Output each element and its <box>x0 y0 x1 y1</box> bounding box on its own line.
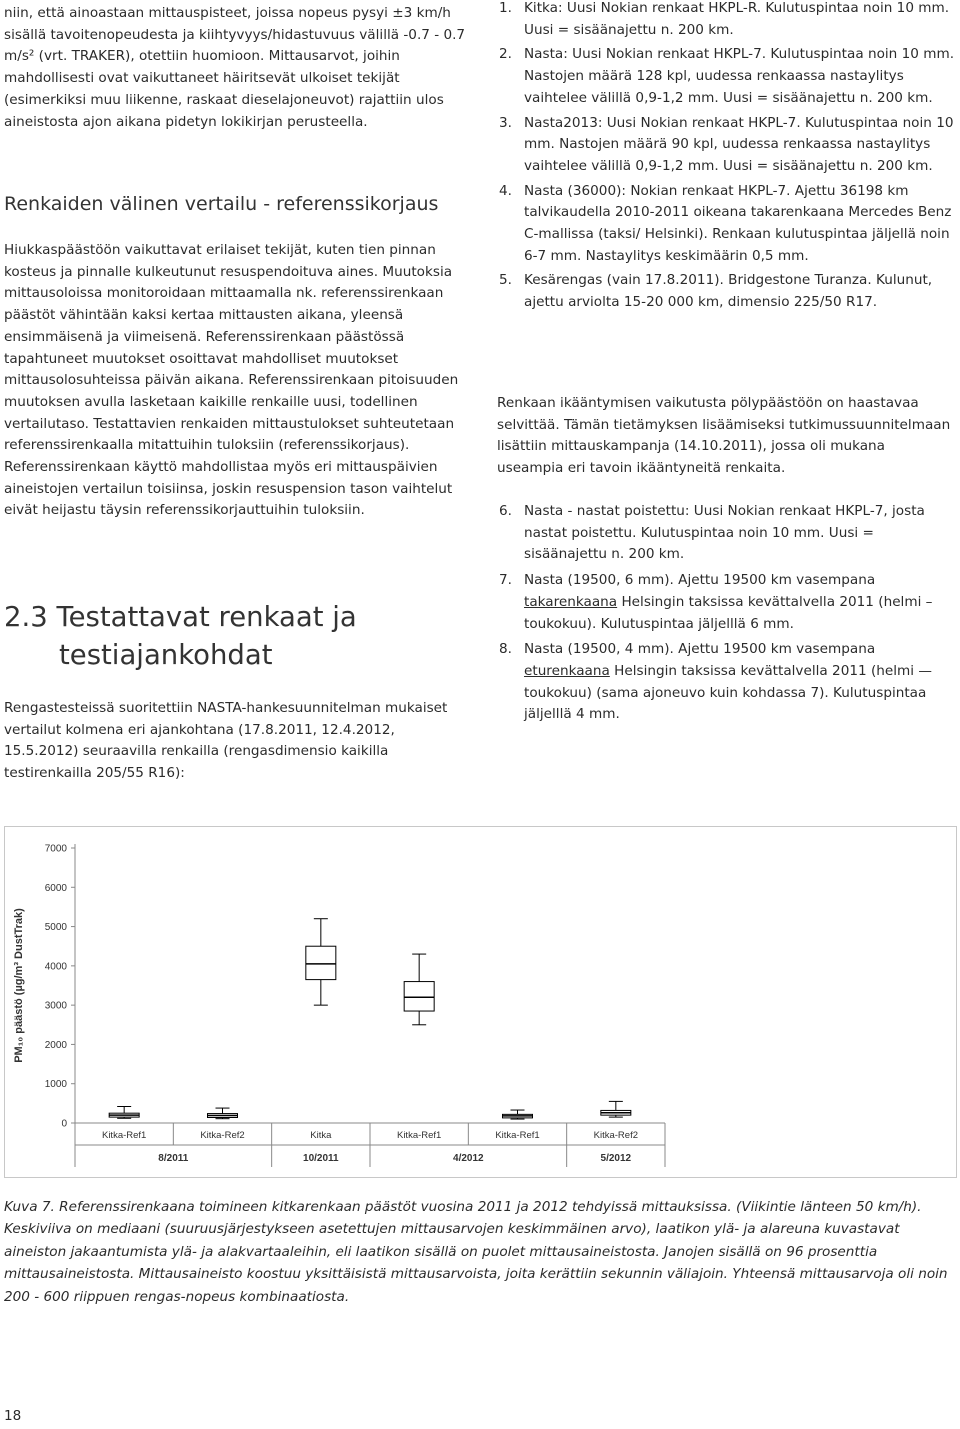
list-item-text: Kitka: Uusi Nokian renkaat HKPL-R. Kulutuspintaa noin 10 mm. Uusi = sisäänajettu n. 200 km. <box>524 0 950 38</box>
y-tick-label: 0 <box>61 1118 67 1130</box>
x-group-label: 8/2011 <box>158 1153 189 1164</box>
list-item-number: 8. <box>499 641 512 658</box>
y-tick-label: 2000 <box>44 1039 67 1051</box>
list-item <box>497 639 955 726</box>
chapter-number: 2.3 <box>4 601 48 633</box>
ageing-paragraph: Renkaan ikääntymisen vaikutusta pölypäästöön on haastavaa selvittää. Tämän tietämyksen lisäämiseksi tutkimussuunnitelmaan lisättiin mittauskampanja (14.10.2011), jossa oli mukana useampia eri tavoin ikääntyneitä renkaita. <box>497 395 951 477</box>
x-category-label: Kitka-Ref2 <box>593 1130 639 1141</box>
page-number: 18 <box>4 1408 22 1424</box>
boxplot-chart <box>5 827 956 1177</box>
y-tick-label: 7000 <box>44 843 67 855</box>
figure-caption: Kuva 7. Referenssirenkaana toimineen kitkarenkaan päästöt vuosina 2011 ja 2012 tehdyissä mittauksissa. (Viikintie länteen 50 km/h). Keskiviiva on mediaani (suuruusjärjestykseen asetettujen mittausarvojen keskimmäinen arvo), laatikon ylä- ja alareuna kuvastavat aineiston jakaantumista ylä- ja alakvartaaleihin, eli laatikon sisällä on puolet mittausaineistosta. Janojen sisällä on 96 prosenttia mittausaineistosta. Mittausaineisto koostuu yksittäisistä mittausarvoista, joita kerättiin sekunnin väliajoin. Yhteensä mittausarvoja oli noin 200 - 600 riippuen rengas-nopeus kombinaatiosta. <box>4 1199 948 1305</box>
y-tick-label: 6000 <box>44 882 67 894</box>
boxplot-figure <box>4 826 957 1178</box>
list-item-number: 5. <box>499 272 512 289</box>
list-item-text: Nasta (19500, 6 mm). Ajettu 19500 km vasempana <box>524 572 876 589</box>
x-category-label: Kitka-Ref1 <box>396 1130 442 1141</box>
section-title: Renkaiden välinen vertailu - referenssikorjaus <box>4 193 439 215</box>
x-group-label: 10/2011 <box>303 1153 339 1164</box>
box <box>404 982 434 1011</box>
chapter-title-line2: testiajankohdat <box>59 639 273 671</box>
list-item <box>497 181 955 268</box>
x-category-label: Kitka-Ref1 <box>495 1130 540 1141</box>
tyre-list-2 <box>497 501 955 726</box>
list-item <box>497 570 955 635</box>
underlined-term: eturenkaana <box>524 662 610 679</box>
x-category-label: Kitka-Ref1 <box>101 1130 147 1141</box>
list-item-text: Nasta (19500, 4 mm). Ajettu 19500 km vasempana <box>524 641 876 658</box>
list-item-number: 1. <box>499 0 512 16</box>
y-tick-label: 5000 <box>44 922 67 934</box>
chapter-title-line1: Testattavat renkaat ja <box>56 601 357 633</box>
box <box>306 946 336 979</box>
list-item-text: Nasta2013: Uusi Nokian renkaat HKPL-7. Kulutuspintaa noin 10 mm. Nastojen määrä 90 kpl, uudessa renkaassa nastaylitys vaihtelee välillä 0,9-1,2 mm. Uusi = sisäänajettu n. 200 km. <box>524 114 954 174</box>
y-tick-label: 1000 <box>44 1079 67 1091</box>
list-item <box>497 113 955 178</box>
list-item-text-end: Helsingin taksissa kevättalvella 2011 (helmi — toukokuu) (sama ajoneuvo kuin kohdassa 7). Kulutuspintaa jäljelllä 4 mm. <box>524 662 932 723</box>
list-item-number: 4. <box>499 182 512 199</box>
y-axis-label: PM₁₀ päästö (µg/m³ DustTrak) <box>13 908 25 1063</box>
list-item-number: 2. <box>499 46 512 63</box>
list-item-number: 7. <box>499 572 512 589</box>
y-tick-label: 3000 <box>44 1000 67 1012</box>
x-group-label: 4/2012 <box>453 1153 484 1164</box>
list-item-text: Nasta - nastat poistettu: Uusi Nokian renkaat HKPL-7, josta nastat poistettu. Kulutuspintaa noin 10 mm. Uusi = sisäänajettu n. 200 km. <box>524 503 925 563</box>
list-item-text: Kesärengas (vain 17.8.2011). Bridgestone Turanza. Kulunut, ajettu arviolta 15-20 000 km, dimensio 225/50 R17. <box>524 272 933 311</box>
list-item <box>497 0 955 41</box>
x-category-label: Kitka-Ref2 <box>200 1130 245 1141</box>
x-group-label: 5/2012 <box>600 1153 632 1164</box>
underlined-term: takarenkaana <box>524 593 618 610</box>
list-item-number: 3. <box>499 114 512 131</box>
y-tick-label: 4000 <box>44 961 67 973</box>
intro-paragraph: niin, että ainoastaan mittauspisteet, joissa nopeus pysyi ±3 km/h sisällä tavoitenopeudesta ja kiihtyvyys/hidastuvuus välillä -0.7 - 0.7 m/s² (vrt. TRAKER), otettiin huomioon. Mittausarvot, joihin mahdollisesti ovat vaikuttaneet häiritsevät ulkoiset tekijät (esimerkiksi muu liikenne, raskaat dieselajoneuvot) rajattiin ulos aineistosta ajon aikana pidetyn lokikirjan perusteella. <box>4 5 466 130</box>
list-item <box>497 501 955 566</box>
list-item <box>497 44 955 109</box>
list-item-text-end: Helsingin taksissa kevättalvella 2011 (helmi – toukokuu). Kulutuspintaa jäljelllä 6 mm. <box>524 593 933 632</box>
list-item-text: Nasta: Uusi Nokian renkaat HKPL-7. Kulutuspintaa noin 10 mm. Nastojen määrä 128 kpl, uudessa renkaassa nastaylitys vaihtelee välillä 0,9-1,2 mm. Uusi = sisäänajettu n. 200 km. <box>524 46 955 106</box>
chapter-body: Rengastesteissä suoritettiin NASTA-hankesuunnitelman mukaiset vertailut kolmena eri ajankohtana (17.8.2011, 12.4.2012, 15.5.2012) seuraavilla renkailla (rengasdimensio kaikilla testirenkailla 205/55 R16): <box>4 700 448 782</box>
x-category-label: Kitka <box>310 1130 332 1141</box>
chapter-title <box>4 598 466 674</box>
section-body: Hiukkaspäästöön vaikuttavat erilaiset tekijät, kuten tien pinnan kosteus ja pinnalle kulkeutunut resuspendoituva aines. Muutoksia mittausoloissa monitoroidaan mittaamalla nk. referenssirenkaan päästöt vähintään kaksi kertaa mittausten aikana, yleensä ensimmäisenä ja viimeisenä. Referenssirenkaan päästössä tapahtuneet muutokset osoittavat mahdolliset muutokset mittausolosuhteissa päivän aikana. Referenssirenkaan pitoisuuden muutoksen avulla lasketaan kaikille renkaille uusi, todellinen vertailutaso. Testattavien renkaiden mittaustulokset suhteutetaan referenssirenkaalla mitattuihin tuloksiin (referenssikorjaus). Referenssirenkaan käyttö mahdollistaa myös eri mittauspäivien aineistojen vertailun toisiinsa, joskin resuspension tason vaihtelut eivät heijastu täysin referenssikorjauttuihin tuloksiin. <box>4 242 459 519</box>
list-item-number: 6. <box>499 503 512 519</box>
tyre-list-1 <box>497 0 955 314</box>
list-item <box>497 270 955 313</box>
list-item-text: Nasta (36000): Nokian renkaat HKPL-7. Ajettu 36198 km talvikaudella 2010-2011 oikeana takarenkaana Mercedes Benz C-mallissa (taksi/ Helsinki). Renkaan kulutuspintaa jäljellä noin 6-7 mm. Nastaylitys keskimäärin 0,5 mm. <box>524 182 952 264</box>
